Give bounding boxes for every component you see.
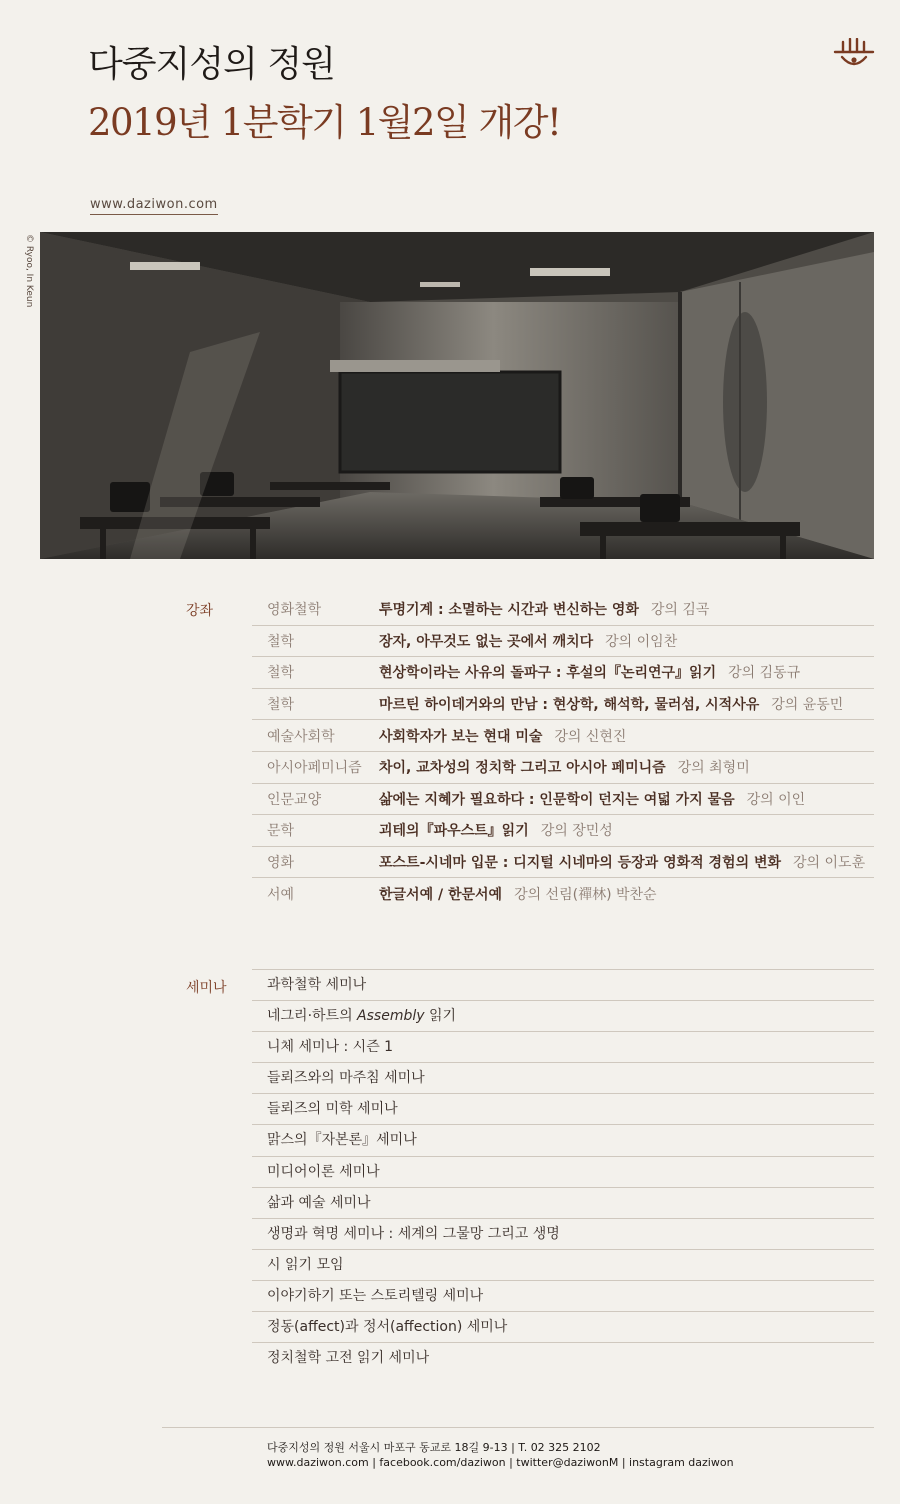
lecture-row[interactable] bbox=[252, 784, 874, 816]
seminar-row[interactable]: 정동(affect)과 정서(affection) 세미나 bbox=[252, 1312, 874, 1343]
lecture-category: 문학 bbox=[267, 823, 295, 840]
seminar-row[interactable]: 니체 세미나 : 시즌 1 bbox=[252, 1032, 874, 1063]
lecture-instructor: 강의 이도훈 bbox=[793, 855, 866, 872]
lecture-row[interactable] bbox=[252, 657, 874, 689]
footer-contacts: www.daziwon.com | facebook.com/daziwon | twitter@daziwonM | instagram daziwon bbox=[267, 1456, 734, 1469]
footer-address: 다중지성의 정원 서울시 마포구 동교로 18길 9-13 | T. 02 325 2102 bbox=[267, 1441, 601, 1454]
lecture-row[interactable] bbox=[252, 847, 874, 879]
lecture-title: 괴테의『파우스트』읽기 bbox=[379, 823, 529, 840]
lecture-row[interactable] bbox=[252, 720, 874, 752]
seminar-row[interactable]: 들뢰즈와의 마주침 세미나 bbox=[252, 1063, 874, 1094]
lecture-title: 삶에는 지혜가 필요하다 : 인문학이 던지는 여덟 가지 물음 bbox=[379, 791, 735, 808]
lecture-category: 철학 bbox=[267, 633, 295, 650]
lecture-title: 사회학자가 보는 현대 미술 bbox=[379, 728, 543, 745]
lecture-category: 예술사회학 bbox=[267, 728, 335, 745]
lecture-instructor: 강의 장민성 bbox=[540, 823, 613, 840]
seminar-row[interactable]: 네그리·하트의 Assembly 읽기 bbox=[252, 1001, 874, 1032]
lecture-row[interactable] bbox=[252, 626, 874, 658]
seminar-row[interactable]: 미디어이론 세미나 bbox=[252, 1157, 874, 1188]
lecture-instructor: 강의 신현진 bbox=[554, 728, 627, 745]
lecture-title: 포스트-시네마 입문 : 디지털 시네마의 등장과 영화적 경험의 변화 bbox=[379, 855, 782, 872]
lecture-instructor: 강의 선림(禪林) 박찬순 bbox=[514, 887, 657, 904]
lecture-title: 장자, 아무것도 없는 곳에서 깨치다 bbox=[379, 633, 594, 650]
lecture-instructor: 강의 김동규 bbox=[728, 665, 801, 682]
footer-divider bbox=[162, 1427, 874, 1428]
lecture-category: 서예 bbox=[267, 887, 295, 904]
lectures-section-label: 강좌 bbox=[186, 603, 214, 619]
lecture-category: 아시아페미니즘 bbox=[267, 760, 362, 777]
daziwon-logo-icon bbox=[833, 38, 875, 72]
lecture-category: 인문교양 bbox=[267, 791, 322, 808]
lecture-title: 한글서예 / 한문서예 bbox=[379, 887, 503, 904]
lecture-instructor: 강의 최형미 bbox=[677, 760, 750, 777]
lecture-list bbox=[252, 594, 874, 910]
lecture-row[interactable] bbox=[252, 594, 874, 626]
classroom-photo bbox=[40, 232, 874, 559]
lecture-category: 영화철학 bbox=[267, 602, 322, 619]
seminars-section-label: 세미나 bbox=[186, 980, 227, 996]
lecture-row[interactable] bbox=[252, 815, 874, 847]
lecture-row[interactable] bbox=[252, 878, 874, 910]
lecture-title: 마르틴 하이데거와의 만남 : 현상학, 해석학, 물러섬, 시적사유 bbox=[379, 697, 760, 714]
seminar-row[interactable]: 정치철학 고전 읽기 세미나 bbox=[267, 1350, 430, 1367]
photo-credit: © Ryoo, In Keun bbox=[24, 234, 34, 308]
lecture-title: 투명기계 : 소멸하는 시간과 변신하는 영화 bbox=[379, 602, 639, 619]
seminar-row[interactable]: 생명과 혁명 세미나 : 세계의 그물망 그리고 생명 bbox=[252, 1219, 874, 1250]
lecture-instructor: 강의 김곡 bbox=[650, 602, 710, 619]
lecture-category: 철학 bbox=[267, 665, 295, 682]
page-title: 다중지성의 정원 bbox=[88, 44, 335, 85]
lecture-row[interactable] bbox=[252, 689, 874, 721]
seminar-row[interactable]: 시 읽기 모임 bbox=[252, 1250, 874, 1281]
lecture-instructor: 강의 윤동민 bbox=[771, 697, 844, 714]
lecture-title: 현상학이라는 사유의 돌파구 : 후설의『논리연구』읽기 bbox=[379, 665, 717, 682]
lecture-instructor: 강의 이임찬 bbox=[605, 633, 678, 650]
semester-announcement: 2019년 1분학기 1월2일 개강! bbox=[88, 101, 561, 144]
seminar-row[interactable]: 삶과 예술 세미나 bbox=[252, 1188, 874, 1219]
seminar-row[interactable]: 이야기하기 또는 스토리텔링 세미나 bbox=[252, 1281, 874, 1312]
lecture-row[interactable] bbox=[252, 752, 874, 784]
website-link[interactable]: www.daziwon.com bbox=[90, 197, 218, 215]
seminar-row[interactable]: 맑스의『자본론』세미나 bbox=[252, 1125, 874, 1156]
lecture-category: 철학 bbox=[267, 697, 295, 714]
seminar-list bbox=[252, 969, 874, 1374]
lecture-title: 차이, 교차성의 정치학 그리고 아시아 페미니즘 bbox=[379, 760, 666, 777]
lecture-instructor: 강의 이인 bbox=[746, 791, 806, 808]
seminar-row[interactable]: 들뢰즈의 미학 세미나 bbox=[252, 1094, 874, 1125]
seminar-row[interactable]: 과학철학 세미나 bbox=[252, 970, 874, 1001]
lecture-category: 영화 bbox=[267, 855, 295, 872]
